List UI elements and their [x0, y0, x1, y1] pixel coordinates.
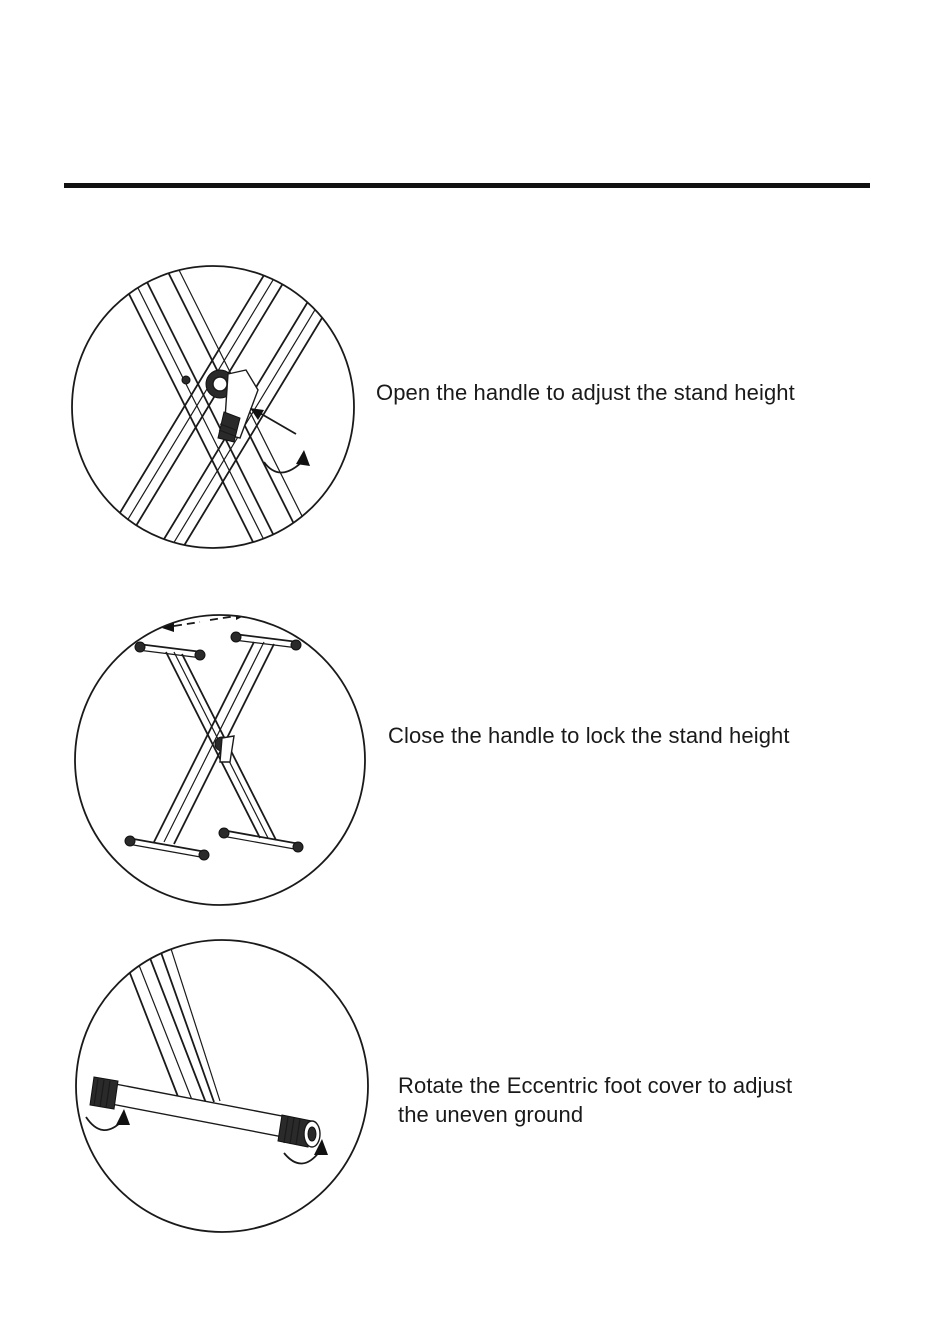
- step-1-caption-line: Open the handle to adjust the stand height: [376, 380, 795, 405]
- stand-x-frame-icon: [70, 612, 370, 908]
- header-rule: [64, 183, 870, 188]
- step-2-caption: [388, 721, 790, 750]
- handle-open-icon: [68, 262, 358, 552]
- step-3-caption: [398, 1071, 792, 1129]
- step-3-caption-line-1: Rotate the Eccentric foot cover to adjust: [398, 1073, 793, 1098]
- foot-cover-icon: [72, 937, 372, 1235]
- step-2-caption-line: Close the handle to lock the stand height: [388, 723, 790, 748]
- step-1-caption: [376, 378, 795, 407]
- step-3-caption-line-2: the uneven ground: [398, 1102, 584, 1127]
